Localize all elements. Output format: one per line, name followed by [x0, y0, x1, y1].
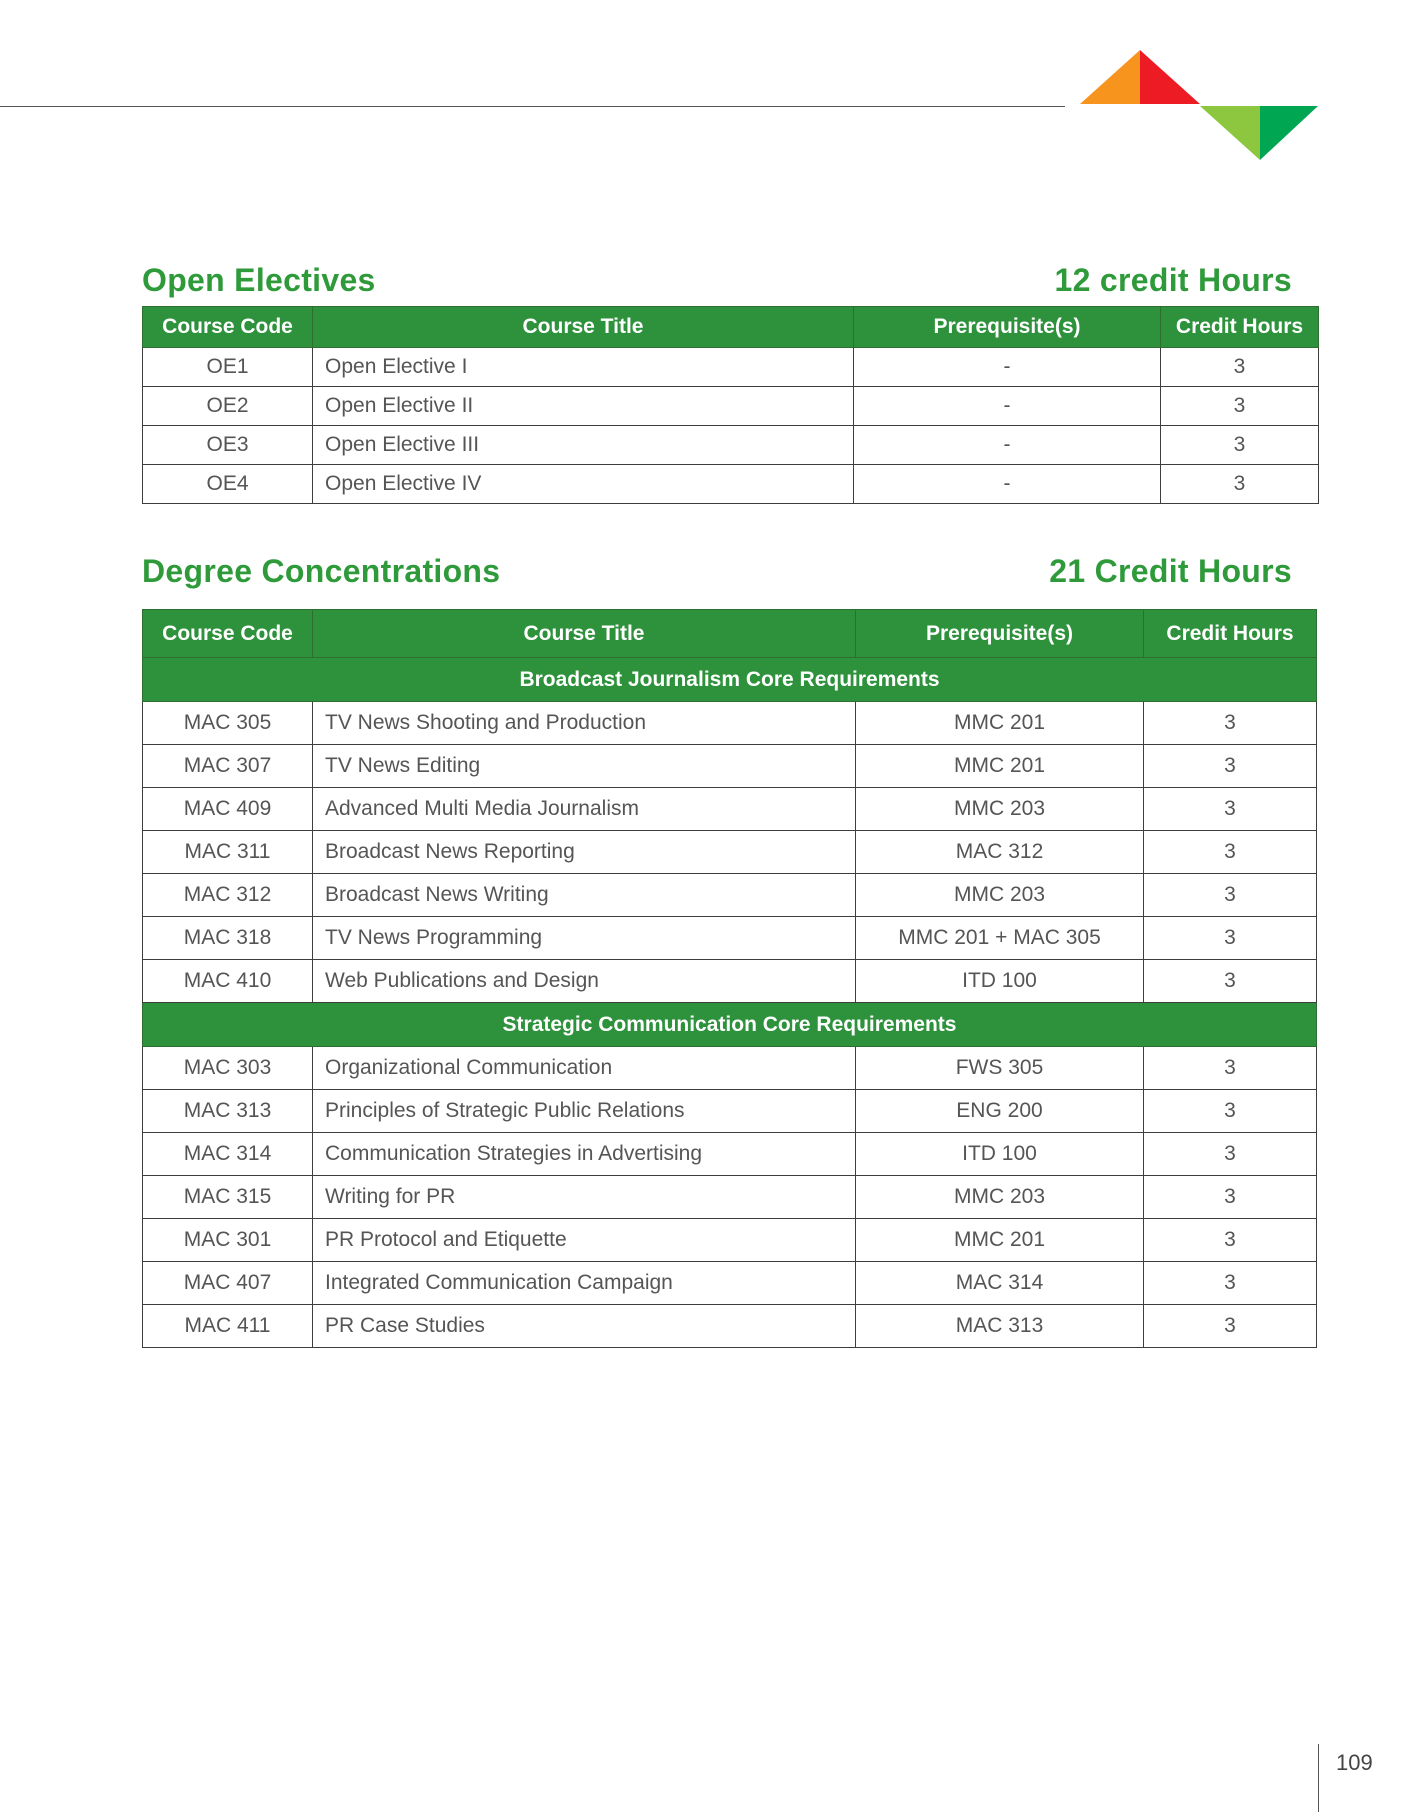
course-code: MAC 409 — [143, 788, 313, 831]
credit-hours: 3 — [1161, 348, 1319, 387]
table-row — [143, 387, 1319, 426]
header-course-title: Course Title — [313, 307, 854, 348]
logo-orange-triangle — [1080, 50, 1140, 104]
open-electives-title: Open Electives — [142, 262, 376, 298]
prerequisite: - — [854, 387, 1161, 426]
table-row — [143, 348, 1319, 387]
credit-hours: 3 — [1144, 874, 1317, 917]
table-row — [143, 874, 1317, 917]
top-rule — [0, 106, 1065, 107]
prerequisite: ITD 100 — [856, 960, 1144, 1003]
course-title: TV News Programming — [313, 917, 856, 960]
course-code: OE2 — [143, 387, 313, 426]
course-code: MAC 314 — [143, 1133, 313, 1176]
header-course-title: Course Title — [313, 610, 856, 658]
credit-hours: 3 — [1144, 917, 1317, 960]
course-title: TV News Editing — [313, 745, 856, 788]
table-row — [143, 788, 1317, 831]
course-code: MAC 301 — [143, 1219, 313, 1262]
course-title: Communication Strategies in Advertising — [313, 1133, 856, 1176]
course-title: Principles of Strategic Public Relations — [313, 1090, 856, 1133]
credit-hours: 3 — [1144, 1305, 1317, 1348]
credit-hours: 3 — [1144, 788, 1317, 831]
course-code: OE4 — [143, 465, 313, 504]
prerequisite: ENG 200 — [856, 1090, 1144, 1133]
prerequisite: MMC 201 — [856, 702, 1144, 745]
prerequisite: MMC 201 — [856, 1219, 1144, 1262]
course-code: MAC 410 — [143, 960, 313, 1003]
logo-light-green-triangle — [1200, 106, 1260, 160]
course-code: OE1 — [143, 348, 313, 387]
table-row — [143, 1262, 1317, 1305]
logo-dark-green-triangle — [1260, 106, 1318, 160]
credit-hours: 3 — [1144, 1176, 1317, 1219]
credit-hours: 3 — [1144, 1047, 1317, 1090]
table-row — [143, 745, 1317, 788]
degree-concentrations-credits: 21 Credit Hours — [1049, 553, 1292, 589]
prerequisite: - — [854, 348, 1161, 387]
header-course-code: Course Code — [143, 610, 313, 658]
course-title: PR Protocol and Etiquette — [313, 1219, 856, 1262]
course-title: Open Elective IV — [313, 465, 854, 504]
page-number: 109 — [1336, 1750, 1373, 1775]
credit-hours: 3 — [1161, 387, 1319, 426]
logo-red-triangle — [1140, 50, 1200, 104]
table-header-row — [143, 610, 1317, 658]
group-header-row — [143, 1003, 1317, 1047]
credit-hours: 3 — [1144, 960, 1317, 1003]
course-code: MAC 411 — [143, 1305, 313, 1348]
course-code: OE3 — [143, 426, 313, 465]
table-header-row — [143, 307, 1319, 348]
credit-hours: 3 — [1144, 745, 1317, 788]
course-title: Advanced Multi Media Journalism — [313, 788, 856, 831]
open-electives-credits: 12 credit Hours — [1054, 262, 1292, 298]
course-code: MAC 407 — [143, 1262, 313, 1305]
course-code: MAC 311 — [143, 831, 313, 874]
prerequisite: MMC 203 — [856, 874, 1144, 917]
table-row — [143, 426, 1319, 465]
course-code: MAC 307 — [143, 745, 313, 788]
credit-hours: 3 — [1144, 702, 1317, 745]
prerequisite: MMC 201 — [856, 745, 1144, 788]
course-title: Broadcast News Reporting — [313, 831, 856, 874]
course-title: TV News Shooting and Production — [313, 702, 856, 745]
header-course-code: Course Code — [143, 307, 313, 348]
header-prerequisites: Prerequisite(s) — [856, 610, 1144, 658]
group-label: Broadcast Journalism Core Requirements — [143, 658, 1317, 702]
credit-hours: 3 — [1144, 831, 1317, 874]
course-code: MAC 305 — [143, 702, 313, 745]
table-row — [143, 1133, 1317, 1176]
course-title: Broadcast News Writing — [313, 874, 856, 917]
table-row — [143, 702, 1317, 745]
prerequisite: - — [854, 426, 1161, 465]
page-number-rule — [1318, 1744, 1319, 1812]
prerequisite: MAC 312 — [856, 831, 1144, 874]
table-row — [143, 465, 1319, 504]
table-row — [143, 917, 1317, 960]
triangle-logo-icon — [1080, 50, 1320, 162]
table-row — [143, 831, 1317, 874]
prerequisite: FWS 305 — [856, 1047, 1144, 1090]
group-label: Strategic Communication Core Requirements — [143, 1003, 1317, 1047]
credit-hours: 3 — [1144, 1090, 1317, 1133]
course-title: Open Elective II — [313, 387, 854, 426]
credit-hours: 3 — [1161, 426, 1319, 465]
credit-hours: 3 — [1144, 1262, 1317, 1305]
table-row — [143, 1090, 1317, 1133]
course-code: MAC 313 — [143, 1090, 313, 1133]
prerequisite: MMC 203 — [856, 1176, 1144, 1219]
header-credit-hours: Credit Hours — [1144, 610, 1317, 658]
degree-concentrations-header — [142, 553, 1292, 590]
table-row — [143, 960, 1317, 1003]
course-code: MAC 312 — [143, 874, 313, 917]
course-title: Integrated Communication Campaign — [313, 1262, 856, 1305]
course-title: Web Publications and Design — [313, 960, 856, 1003]
table-row — [143, 1176, 1317, 1219]
prerequisite: ITD 100 — [856, 1133, 1144, 1176]
credit-hours: 3 — [1161, 465, 1319, 504]
degree-concentrations-table — [142, 609, 1317, 1348]
degree-concentrations-title: Degree Concentrations — [142, 553, 501, 589]
course-title: Organizational Communication — [313, 1047, 856, 1090]
course-code: MAC 303 — [143, 1047, 313, 1090]
course-code: MAC 318 — [143, 917, 313, 960]
credit-hours: 3 — [1144, 1219, 1317, 1262]
table-row — [143, 1305, 1317, 1348]
prerequisite: - — [854, 465, 1161, 504]
open-electives-table — [142, 306, 1319, 504]
table-row — [143, 1219, 1317, 1262]
course-title: Writing for PR — [313, 1176, 856, 1219]
header-credit-hours: Credit Hours — [1161, 307, 1319, 348]
prerequisite: MMC 203 — [856, 788, 1144, 831]
course-code: MAC 315 — [143, 1176, 313, 1219]
course-title: PR Case Studies — [313, 1305, 856, 1348]
table-row — [143, 1047, 1317, 1090]
prerequisite: MAC 313 — [856, 1305, 1144, 1348]
group-header-row — [143, 658, 1317, 702]
header-prerequisites: Prerequisite(s) — [854, 307, 1161, 348]
prerequisite: MAC 314 — [856, 1262, 1144, 1305]
open-electives-header — [142, 262, 1292, 299]
prerequisite: MMC 201 + MAC 305 — [856, 917, 1144, 960]
course-title: Open Elective III — [313, 426, 854, 465]
credit-hours: 3 — [1144, 1133, 1317, 1176]
course-title: Open Elective I — [313, 348, 854, 387]
